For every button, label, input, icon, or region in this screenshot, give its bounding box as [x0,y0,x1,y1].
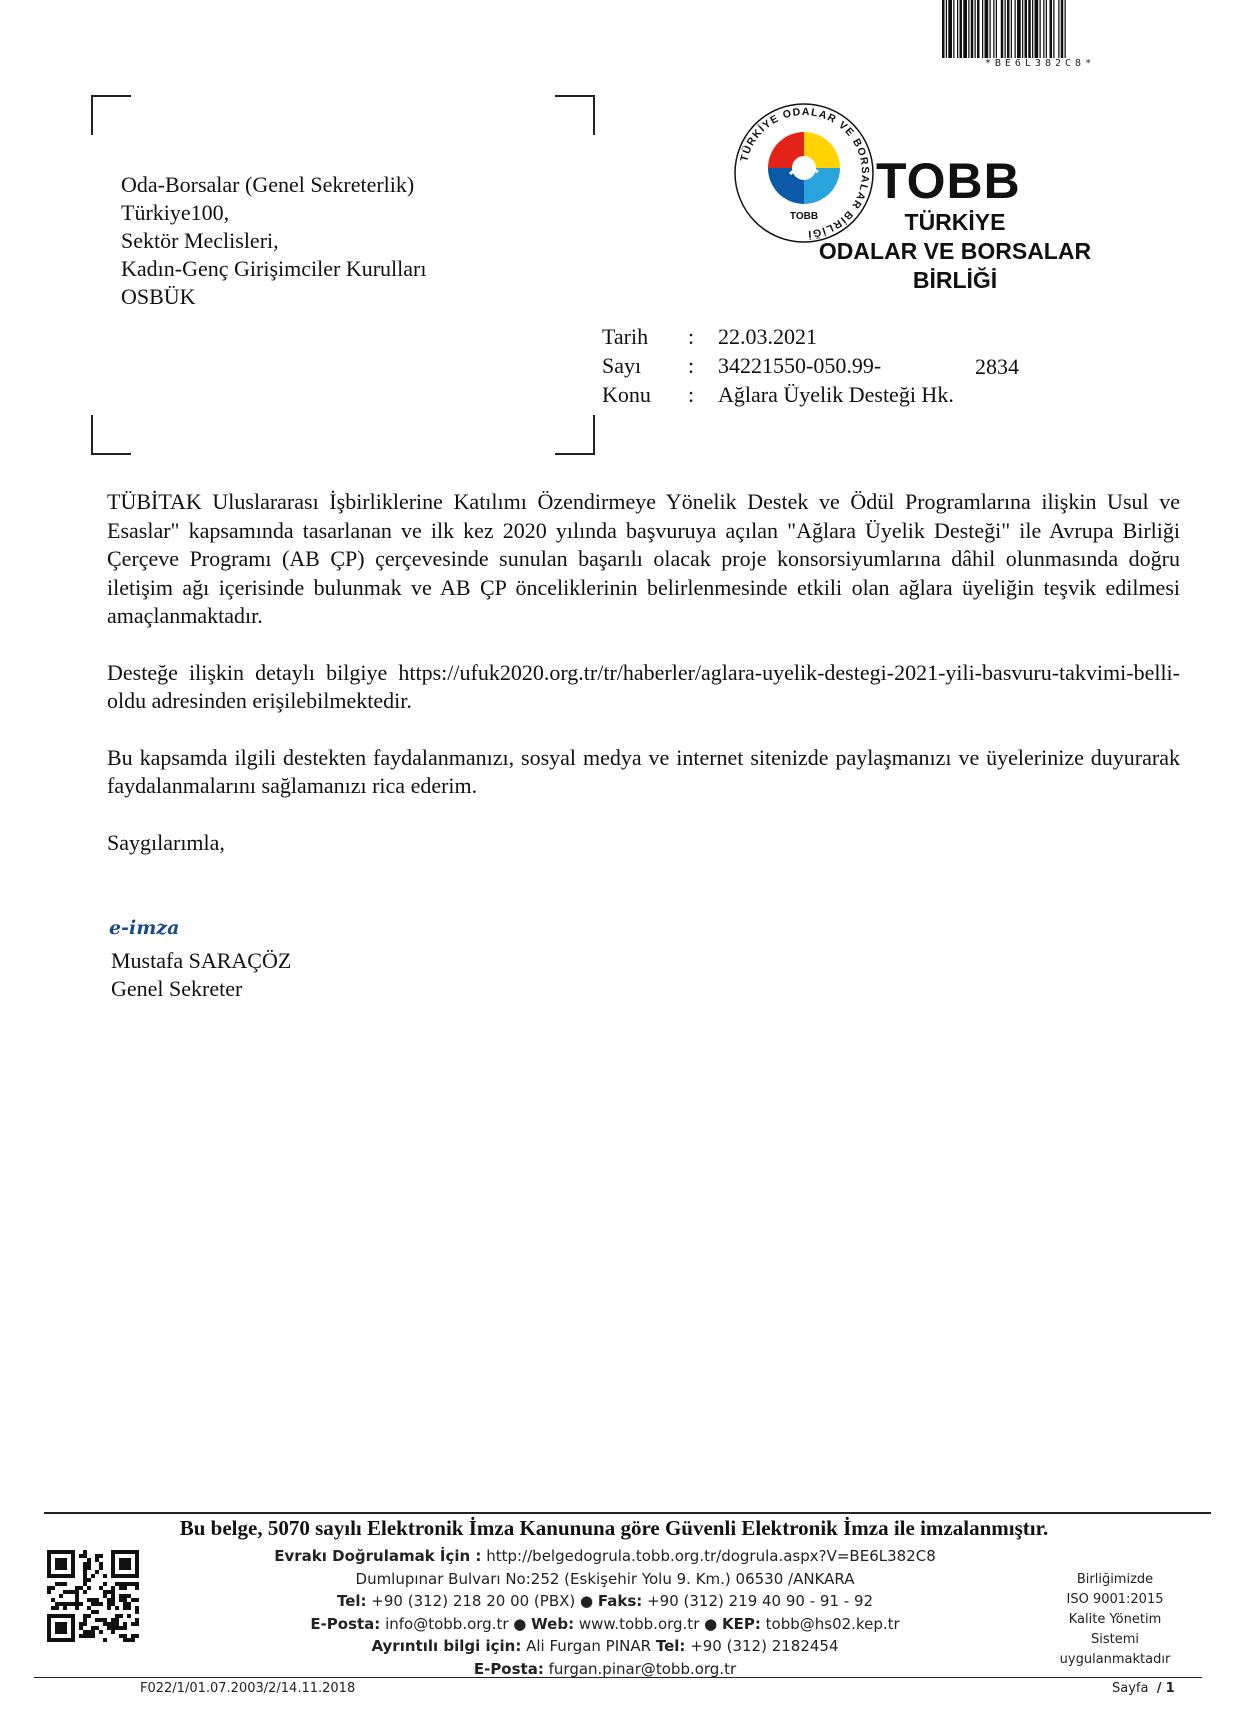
tel-label: Tel: [336,1592,367,1610]
detail-eposta-link[interactable]: furgan.pinar@tobb.org.tr [548,1659,737,1678]
address-bracket-top-right [555,95,595,135]
detail-name: Ali Furgan PINAR [526,1637,652,1655]
address-bracket-top-left [91,95,131,135]
sayi-label: Sayı [602,353,642,378]
page-number: 1 [1165,1681,1175,1696]
verify-label: Evrakı Doğrulamak İçin : [274,1547,482,1565]
bullet-icon: ● [580,1592,594,1610]
signer-block [111,947,291,1003]
iso-line: uygulanmaktadır [1059,1652,1171,1667]
tel-value: +90 (312) 218 20 00 (PBX) [371,1592,576,1610]
footer-phone-line [180,1590,1030,1613]
verify-link[interactable]: http://belgedogrula.tobb.org.tr/dogrula.aspx?V=BE6L382C8 [486,1547,936,1565]
iso-line: Birliğimizde [1076,1572,1154,1587]
detail-eposta-label: E-Posta: [473,1659,544,1678]
barcode-text: *BE6L382C8* [984,58,1096,69]
signer-name: Mustafa SARAÇÖZ [111,948,292,973]
detail-tel-value: +90 (312) 2182454 [690,1637,839,1655]
barcode [940,0,1135,58]
form-code: F022/1/01.07.2003/2/14.11.2018 [140,1681,356,1696]
bullet-icon: ● [704,1614,718,1633]
seal-text: TÜRKİYE ODALAR VE BORSALAR BİRLİĞİ [738,105,872,240]
footer-online-line [180,1613,1030,1636]
sayi-number: 2834 [975,354,1019,379]
recipient-line: Kadın-Genç Girişimciler Kurulları [121,256,427,281]
faks-label: Faks: [597,1592,643,1610]
iso-line: Sistemi [1090,1632,1139,1647]
footer-detail-line [180,1635,1030,1658]
sayi-value: 34221550-050.99- [718,353,882,378]
meta-separator: : [688,353,695,378]
recipient-line: Sektör Meclisleri, [121,228,279,253]
iso-line: ISO 9001:2015 [1066,1592,1164,1607]
iso-notice [1045,1570,1185,1670]
web-link[interactable]: www.tobb.org.tr [578,1614,700,1633]
page-indicator [1112,1681,1175,1696]
bullet-icon: ● [513,1614,527,1633]
seal-bottom-text: TOBB [789,211,819,222]
kep-value: tobb@hs02.kep.tr [765,1614,900,1633]
footer-contact [180,1545,1030,1680]
recipient-block [121,171,426,311]
brand-subtitle-line: ODALAR VE BORSALAR [818,238,1092,264]
footer-verify-line [180,1545,1030,1568]
tarih-label: Tarih [602,324,649,349]
web-label: Web: [531,1614,575,1633]
kep-label: KEP: [722,1614,761,1633]
brand-name: TOBB [876,153,1021,209]
meta-separator: : [688,324,695,349]
meta-separator: : [688,382,695,407]
eposta-link[interactable]: info@tobb.org.tr [385,1614,509,1633]
letter-body [107,488,1180,829]
address-bracket-bottom-left [91,415,131,455]
body-paragraph: TÜBİTAK Uluslararası İşbirliklerine Katılımı Özendirmeye Yönelik Destek ve Ödül Programlarına ilişkin Usul ve Esaslar" kapsamında tasarlanan ve ilk kez 2020 yılında başvuruya açılan "Ağlara Üyelik Desteği" ile Avrupa Birliği Çerçeve Programı (AB ÇP) çerçevesinde sunulan başarılı olacak proje konsorsiyumlarına dâhil olunmasında doğru iletişim ağı içerisinde bulunmak ve AB ÇP önceliklerinin belirlenmesinde etkili olan ağlara üyeliğin teşvik edilmesi amaçlanmaktadır. [107,489,1180,628]
qr-code [47,1550,139,1642]
body-paragraph: Bu kapsamda ilgili destekten faydalanmanızı, sosyal medya ve internet sitenizde paylaşmanızı ve üyelerinize duyurarak faydalanmalarını sağlamanızı rica ederim. [107,744,1180,798]
body-paragraph: Desteğe ilişkin detaylı bilgiye https://ufuk2020.org.tr/tr/haberler/aglara-uyelik-destegi-2021-yili-basvuru-takvimi-belli-oldu adresinden erişilebilmektedir. [107,659,1180,713]
brand-subtitle-line: BİRLİĞİ [912,267,998,293]
footer-signature-notice: Bu belge, 5070 sayılı Elektronik İmza Kanununa göre Güvenli Elektronik İmza ile imzalanmıştır. [179,1516,1049,1540]
signer-title: Genel Sekreter [111,976,243,1001]
eposta-label: E-Posta: [310,1614,381,1633]
konu-label: Konu [602,382,651,407]
brand-subtitle [790,208,1120,295]
e-signature-mark: e-imza [109,917,180,939]
page-separator: / [1156,1681,1162,1696]
detail-tel-label: Tel: [655,1637,686,1655]
address-bracket-bottom-right [555,415,595,455]
closing-line: Saygılarımla, [107,830,225,855]
footer-bottom-divider [34,1677,1202,1678]
iso-line: Kalite Yönetim [1068,1612,1162,1627]
recipient-line: OSBÜK [121,284,196,309]
recipient-line: Oda-Borsalar (Genel Sekreterlik) [121,172,415,197]
konu-value: Ağlara Üyelik Desteği Hk. [718,382,954,407]
footer-divider [44,1512,1211,1514]
detail-label: Ayrıntılı bilgi için: [371,1637,522,1655]
recipient-line: Türkiye100, [121,200,230,225]
page-label: Sayfa [1112,1681,1149,1696]
brand-subtitle-line: TÜRKİYE [904,209,1006,235]
tarih-value: 22.03.2021 [718,324,817,349]
faks-value: +90 (312) 219 40 90 - 91 - 92 [647,1592,874,1610]
footer-address: Dumlupınar Bulvarı No:252 (Eskişehir Yolu 9. Km.) 06530 /ANKARA [355,1569,855,1588]
